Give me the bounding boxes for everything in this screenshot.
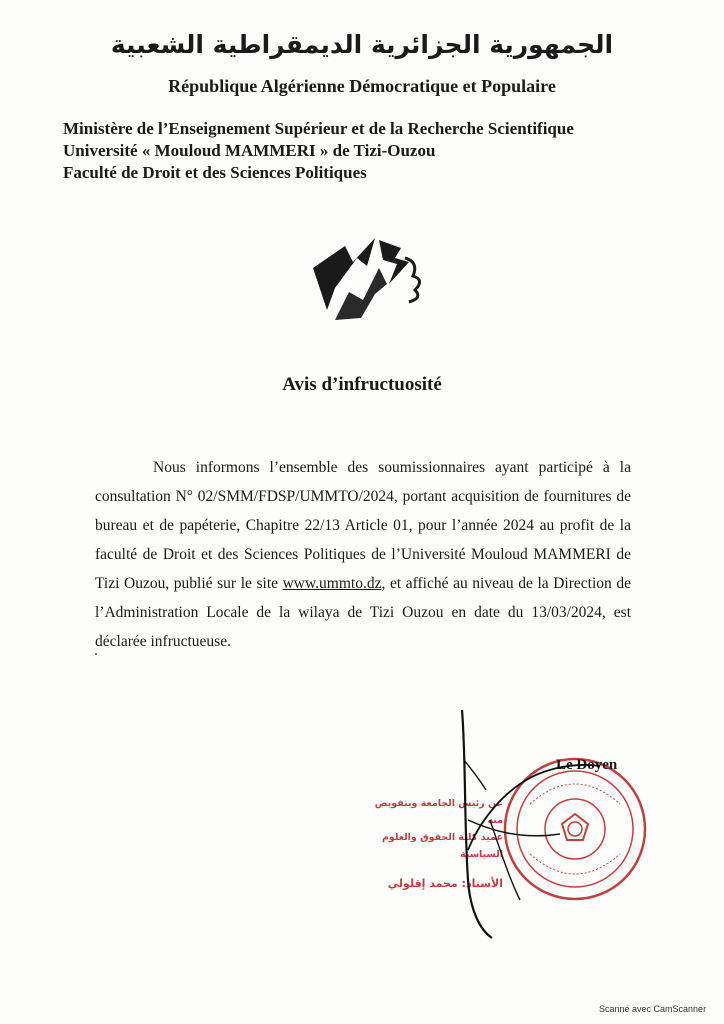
document-title: Avis d’infructuosité: [282, 374, 442, 395]
handwritten-signature: [440, 700, 610, 940]
signature-title: Le Doyen: [556, 757, 618, 773]
stamp-line-dean: عميد كلية الحقوق والعلوم السياسية: [381, 832, 503, 860]
stray-mark: [95, 653, 97, 655]
university-line: Université « Mouloud MAMMERI » de Tizi-Ouzou: [63, 141, 436, 160]
website-link[interactable]: www.ummto.dz: [282, 575, 382, 592]
stamp-line-name: الأستاذ: محمد إقلولي: [387, 877, 503, 890]
stamp-line-delegation: عن رئيس الجامعة وبتفويض منه: [374, 798, 503, 826]
scanner-watermark: Scanné avec CamScanner: [599, 1004, 707, 1014]
institution-block: [63, 118, 703, 184]
arabic-republic-title: الجمهورية الجزائرية الديمقراطية الشعبية: [110, 30, 614, 59]
notice-body: [95, 453, 631, 656]
republic-title: République Algérienne Démocratique et Populaire: [168, 76, 556, 96]
university-logo: [305, 228, 435, 328]
notice-body-part2: , et affiché au niveau de la Direction de l’Administration Locale de la wilaya de Tizi Ouzou en date du 13/03/2024, est déclarée infructueuse.: [95, 575, 631, 650]
faculty-line: Faculté de Droit et des Sciences Politiques: [63, 163, 367, 182]
ministry-line: Ministère de l’Enseignement Supérieur et de la Recherche Scientifique: [63, 119, 574, 138]
notice-body-part1: Nous informons l’ensemble des soumissionnaires ayant participé à la consultation N° 02/SMM/FDSP/UMMTO/2024, portant acquisition de fournitures de bureau et de papéterie, Chapitre 22/13 Article 01, pour l’année 2024 au profit de la faculté de Droit et des Sciences Politiques de l’Université Mouloud MAMMERI de Tizi Ouzou, publié sur le site: [95, 459, 631, 592]
